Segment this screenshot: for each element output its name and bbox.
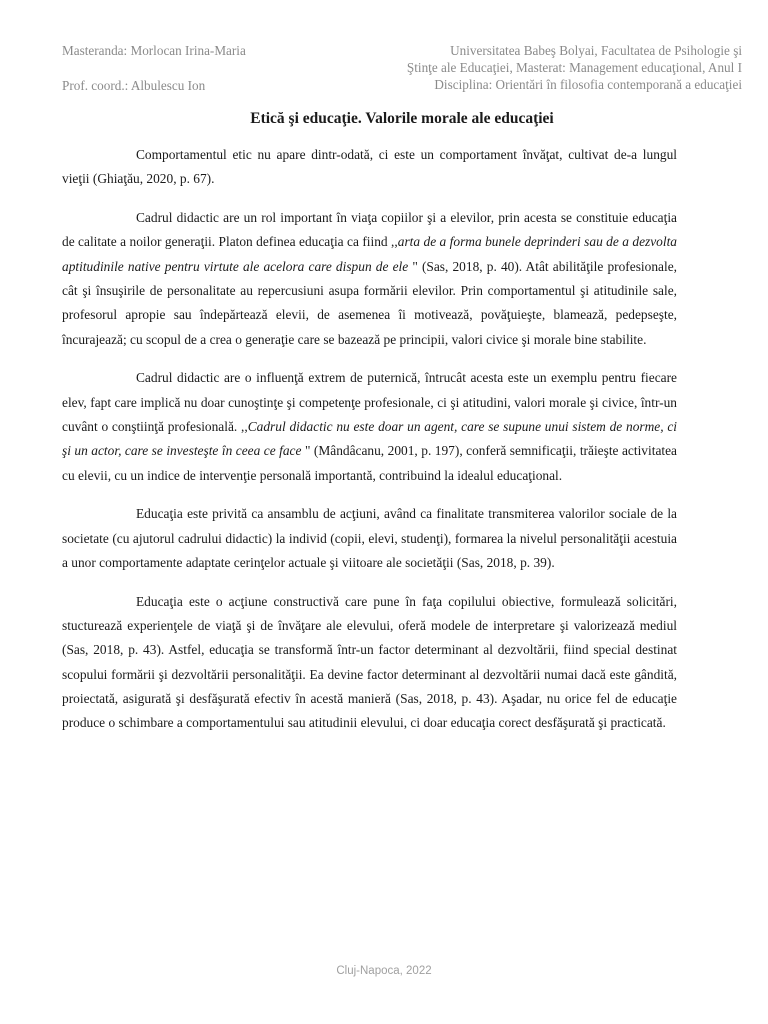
student-name: Masteranda: Morlocan Irina-Maria: [62, 43, 246, 58]
quote-mandacanu: Cadrul didactic nu este doar un agent, care se supune unui sistem de norme, ci şi un actor, care se investeşte în ceea ce face: [62, 418, 677, 459]
university-line-2: Ştinţe ale Educaţiei, Masterat: Management educaţional, Anul I: [406, 60, 742, 75]
professor-name: Prof. coord.: Albulescu Ion: [62, 78, 206, 93]
page-footer: Cluj-Napoca, 2022: [336, 965, 432, 977]
university-line-1: Universitatea Babeş Bolyai, Facultatea de Psihologie şi: [450, 43, 742, 58]
header-left: [62, 42, 246, 94]
quote-platon: arta de a forma bunele deprinderi sau de a dezvolta aptitudinile native pentru virtute ale acelora care dispun de ele: [62, 234, 677, 274]
discipline: Disciplina: Orientări în filosofia contemporană a educaţiei: [434, 77, 742, 92]
paragraph-2: Cadrul didactic are un rol important în viaţa copiilor şi a elevilor, prin acesta se constituie educaţia de calitate a noilor generaţii. Platon definea educaţia ca fiind ,,arta de a forma bunele deprinderi sau de a dezvolta aptitudinile native pentru virtute ale acelora care dispun de ele " (Sas, 2018, p. 40). Atât abilităţile profesionale, cât şi însuşirile de personalitate au repercusiuni asupa formării elevilor. Prin comportamentul şi atitudinile sale, profesorul apropie sau îndepărtează elevii, de asemenea îi motivează, povăţuieşte, blamează, pedepseşte, încurajează; cu scopul de a crea o generaţie care se bazează pe principii, valori civice şi morale bine stabilite.: [62, 210, 677, 347]
header-right: [407, 42, 742, 93]
paragraph-5: Educaţia este o acţiune constructivă care pune în faţa copilului obiective, formulează solicitări, stucturează experienţele de viaţă şi de învăţare ale elevului, oferă modele de interpretare şi valorizează mediul (Sas, 2018, p. 43). Astfel, educaţia se transformă într-un factor determinant al dezvoltării, fiind special destinat scopului formării şi dezvoltării personalităţii. Ea devine factor determinant al dezvoltării numai dacă este gândită, proiectată, asigurată şi desfăşurată efectiv în acestă manieră (Sas, 2018, p. 43). Aşadar, nu orice fel de educaţie produce o schimbare a comportamentului sau atitudinii elevului, ci doar educaţia corect desfăşurată şi practicată.: [62, 593, 677, 731]
paragraph-1: Comportamentul etic nu apare dintr-odată, ci este un comportament învăţat, cultivat de-a lungul vieţii (Ghiaţău, 2020, p. 67).: [62, 147, 677, 187]
paragraph-4: Educaţia este privită ca ansamblu de acţiuni, având ca finalitate transmiterea valorilor sociale de la societate (cu ajutorul cadrului didactic) la individ (copii, elevi, studenţi), formarea la nivelul personalităţii acestuia a unor comportamente adaptate cerinţelor actuale şi viitoare ale societăţii (Sas, 2018, p. 39).: [62, 506, 677, 570]
document-body: [62, 143, 677, 750]
paragraph-3: Cadrul didactic are o influenţă extrem de puternică, întrucât acesta este un exemplu pentru fiecare elev, fapt care implică nu doar cunoştinţe şi competenţe profesionale, ci şi atitudini, valori morale şi civice, într-un cuvânt o conştiinţă profesională. ,,Cadrul didactic nu este doar un agent, care se supune unui sistem de norme, ci şi un actor, care se investeşte în ceea ce face " (Mândâcanu, 2001, p. 197), conferă semnificaţii, trăieşte activitatea cu elevii, cu un indice de intervenţie personală importantă, contribuind la idealul educaţional.: [62, 370, 677, 483]
document-title: Etică şi educaţie. Valorile morale ale educaţiei: [250, 110, 554, 127]
